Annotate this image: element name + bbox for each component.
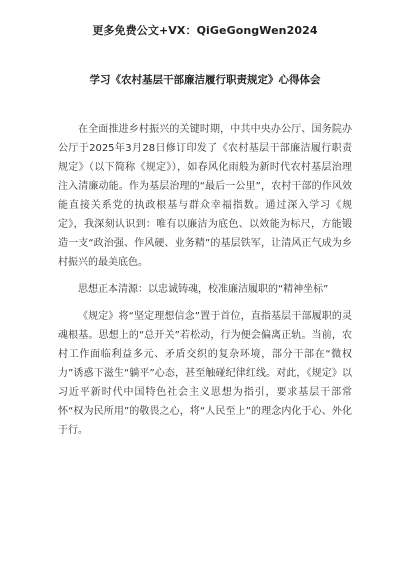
document-body <box>58 120 352 440</box>
body-paragraph: 《规定》将“坚定理想信念”置于首位，直指基层干部履职的灵魂根基。思想上的“总开关”若松动，行为便会偏离正轨。当前，农村工作面临利益多元、矛盾交织的复杂环境，部分干部在“微权力”诱惑下滋生“躺平”心态，甚至触碰纪律红线。对此，《规定》以习近平新时代中国特色社会主义思想为指引，要求基层干部常怀“权为民所用”的敬畏之心，将“人民至上”的理念内化于心、外化于行。 <box>58 311 352 436</box>
promo-banner: 更多免费公文+VX：QiGeGongWen2024 <box>92 24 318 37</box>
section-heading: 思想正本清源：以忠诚铸魂，校准廉洁履职的“精神坐标” <box>78 284 329 295</box>
intro-paragraph: 在全面推进乡村振兴的关键时期，中共中央办公厅、国务院办公厅于2025年3月28日修订印发了《农村基层干部廉洁履行职责规定》（以下简称《规定》），如春风化雨般为新时代农村基层治理注入清廉动能。作为基层治理的“最后一公里”，农村干部的作风效能直接关系党的执政根基与群众幸福指数。通过深入学习《规定》，我深刻认识到：唯有以廉洁为底色、以效能为标尺，方能锻造一支“政治强、作风硬、业务精”的基层铁军，让清风正气成为乡村振兴的最美底色。 <box>58 124 352 268</box>
document-title: 学习《农村基层干部廉洁履行职责规定》心得体会 <box>89 74 321 86</box>
